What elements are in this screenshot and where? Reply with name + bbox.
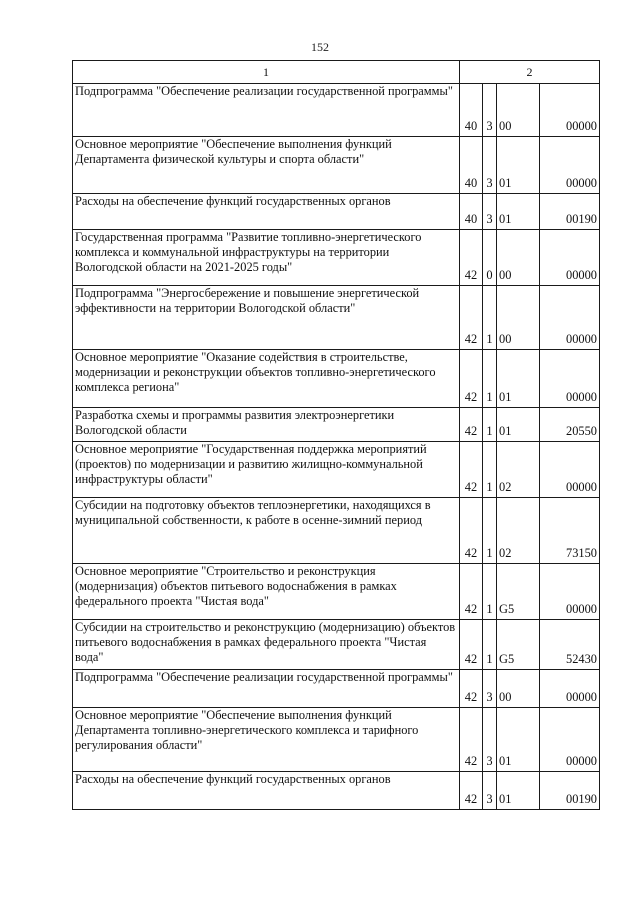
code-direction: 20550 — [540, 408, 600, 442]
table-row — [73, 670, 600, 708]
table-header-row — [73, 61, 600, 84]
code-program: 40 — [460, 84, 483, 137]
code-direction: 00000 — [540, 564, 600, 620]
code-activity: 00 — [497, 286, 540, 350]
code-program: 42 — [460, 620, 483, 670]
code-program: 42 — [460, 498, 483, 564]
code-program: 42 — [460, 408, 483, 442]
code-program: 42 — [460, 772, 483, 810]
row-name: Субсидии на подготовку объектов теплоэнергетики, находящихся в муниципальной собственности, к работе в осенне-зимний период — [73, 498, 460, 564]
table-row — [73, 137, 600, 194]
code-direction: 00000 — [540, 137, 600, 194]
code-subprogram: 1 — [483, 408, 497, 442]
row-name: Основное мероприятие "Обеспечение выполнения функций Департамента топливно-энергетического комплекса и тарифного регулирования области" — [73, 708, 460, 772]
code-direction: 73150 — [540, 498, 600, 564]
code-program: 40 — [460, 194, 483, 230]
code-program: 42 — [460, 708, 483, 772]
code-activity: 00 — [497, 670, 540, 708]
code-program: 40 — [460, 137, 483, 194]
code-program: 42 — [460, 442, 483, 498]
code-subprogram: 1 — [483, 350, 497, 408]
code-activity: 01 — [497, 194, 540, 230]
row-name: Расходы на обеспечение функций государственных органов — [73, 772, 460, 810]
code-activity: 02 — [497, 498, 540, 564]
code-subprogram: 1 — [483, 564, 497, 620]
code-activity: 01 — [497, 137, 540, 194]
code-program: 42 — [460, 564, 483, 620]
code-program: 42 — [460, 286, 483, 350]
budget-table — [72, 60, 600, 810]
row-name: Подпрограмма "Обеспечение реализации государственной программы" — [73, 84, 460, 137]
row-name: Расходы на обеспечение функций государственных органов — [73, 194, 460, 230]
code-subprogram: 3 — [483, 84, 497, 137]
code-subprogram: 1 — [483, 620, 497, 670]
table-row — [73, 498, 600, 564]
table-row — [73, 84, 600, 137]
code-activity: 00 — [497, 84, 540, 137]
code-direction: 00000 — [540, 350, 600, 408]
table-row — [73, 708, 600, 772]
code-activity: G5 — [497, 620, 540, 670]
code-subprogram: 3 — [483, 772, 497, 810]
code-direction: 00000 — [540, 286, 600, 350]
code-activity: G5 — [497, 564, 540, 620]
row-name: Субсидии на строительство и реконструкцию (модернизацию) объектов питьевого водоснабжения в рамках федерального проекта "Чистая вода" — [73, 620, 460, 670]
code-program: 42 — [460, 230, 483, 286]
code-activity: 01 — [497, 772, 540, 810]
row-name: Основное мероприятие "Государственная поддержка мероприятий (проектов) по модернизации и развитию жилищно-коммунальной инфраструктуры области" — [73, 442, 460, 498]
code-subprogram: 1 — [483, 498, 497, 564]
code-direction: 00000 — [540, 230, 600, 286]
code-activity: 02 — [497, 442, 540, 498]
row-name: Подпрограмма "Обеспечение реализации государственной программы" — [73, 670, 460, 708]
code-direction: 52430 — [540, 620, 600, 670]
row-name: Основное мероприятие "Строительство и реконструкция (модернизация) объектов питьевого водоснабжения в рамках федерального проекта "Чистая вода" — [73, 564, 460, 620]
code-subprogram: 0 — [483, 230, 497, 286]
code-direction: 00190 — [540, 772, 600, 810]
table-row — [73, 620, 600, 670]
code-direction: 00000 — [540, 708, 600, 772]
code-subprogram: 3 — [483, 194, 497, 230]
row-name: Государственная программа "Развитие топливно-энергетического комплекса и коммунальной инфраструктуры на территории Вологодской области на 2021-2025 годы" — [73, 230, 460, 286]
code-activity: 01 — [497, 350, 540, 408]
column-header-code: 2 — [460, 61, 600, 84]
code-program: 42 — [460, 350, 483, 408]
row-name: Основное мероприятие "Обеспечение выполнения функций Департамента физической культуры и спорта области" — [73, 137, 460, 194]
code-direction: 00000 — [540, 84, 600, 137]
table-row — [73, 442, 600, 498]
table-row — [73, 194, 600, 230]
table-row — [73, 772, 600, 810]
code-subprogram: 1 — [483, 442, 497, 498]
row-name: Разработка схемы и программы развития электроэнергетики Вологодской области — [73, 408, 460, 442]
code-activity: 00 — [497, 230, 540, 286]
code-activity: 01 — [497, 408, 540, 442]
code-program: 42 — [460, 670, 483, 708]
code-direction: 00190 — [540, 194, 600, 230]
table-row — [73, 408, 600, 442]
code-activity: 01 — [497, 708, 540, 772]
code-subprogram: 3 — [483, 708, 497, 772]
page-number: 152 — [311, 40, 329, 54]
table-row — [73, 564, 600, 620]
table-row — [73, 350, 600, 408]
code-subprogram: 3 — [483, 137, 497, 194]
code-subprogram: 3 — [483, 670, 497, 708]
code-direction: 00000 — [540, 670, 600, 708]
code-direction: 00000 — [540, 442, 600, 498]
code-subprogram: 1 — [483, 286, 497, 350]
row-name: Основное мероприятие "Оказание содействия в строительстве, модернизации и реконструкции объектов топливно-энергетического комплекса региона" — [73, 350, 460, 408]
table-row — [73, 286, 600, 350]
row-name: Подпрограмма "Энергосбережение и повышение энергетической эффективности на территории Вологодской области" — [73, 286, 460, 350]
column-header-name: 1 — [73, 61, 460, 84]
table-row — [73, 230, 600, 286]
